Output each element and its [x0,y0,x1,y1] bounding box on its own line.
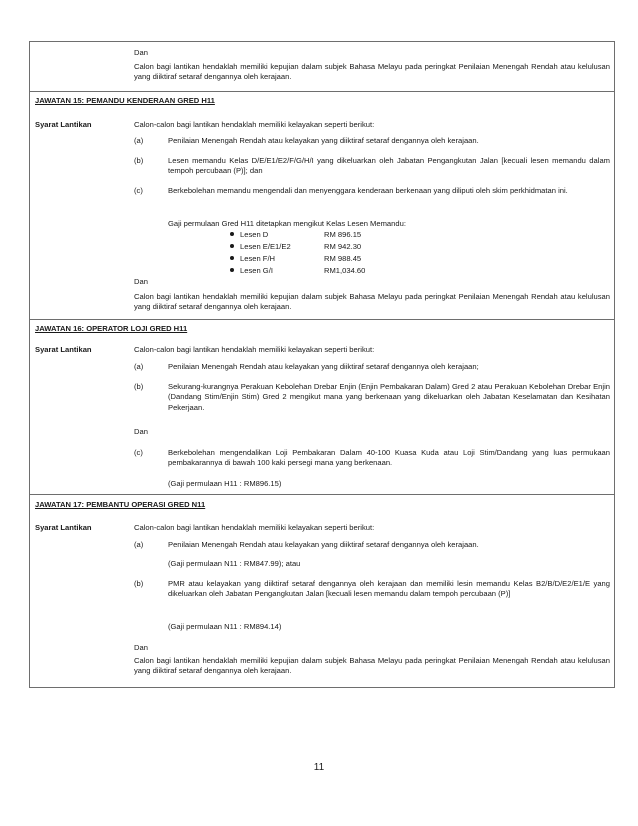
section-15-a-marker: (a) [134,136,144,145]
section-17-a-marker: (a) [134,540,144,549]
section-17-b-text: PMR atau kelayakan yang diiktiraf setaraf dengannya oleh kerajaan dan memiliki lesin memandu Kelas B2/B/D/E2/E1/E yang dikeluarkan oleh Jabatan Pengangkutan Jalan [kecuali lesen memandu dalam tempoh percubaan (P)] [168,579,610,599]
section-17-label: Syarat Lantikan [35,523,92,532]
section-16-a-marker: (a) [134,362,144,371]
license-row: Lesen D RM 896.15 [230,230,361,240]
separator [30,319,614,320]
page-number: 11 [313,762,325,773]
section-17-a-text: Penilaian Menengah Rendah atau kelayakan yang diiktiraf setaraf dengannya oleh kerajaan. [168,540,479,549]
section-16-b-text: Sekurang-kurangnya Perakuan Kebolehan Drebar Enjin (Enjin Pembakaran Dalam) Gred 2 atau Perakuan Kebolehan Drebar Enjin (Dandang Stim/Enjin Stim) Gred 2 mengikut mana yang berkenaan yang dikeluarkan oleh Jabatan Keselamatan dan Kesihatan Pekerjaan. [168,382,610,412]
section-15-b-marker: (b) [134,156,144,165]
license-row: Lesen E/E1/E2 RM 942.30 [230,242,361,252]
section-15-heading: JAWATAN 15: PEMANDU KENDERAAN GRED H11 [35,96,215,105]
section-15-label: Syarat Lantikan [35,120,92,129]
section-16-dan: Dan [134,427,148,436]
bullet-icon [230,268,234,272]
section-17-gaji-b: (Gaji permulaan N11 : RM894.14) [168,622,282,631]
document-frame [29,41,615,688]
section-16-gaji: (Gaji permulaan H11 : RM896.15) [168,479,282,488]
top-dan: Dan [134,48,148,57]
section-15-gaji-intro: Gaji permulaan Gred H11 ditetapkan mengikut Kelas Lesen Memandu: [168,219,406,228]
license-row: Lesen G/I RM1,034.60 [230,266,365,276]
section-15-intro: Calon-calon bagi lantikan hendaklah memiliki kelayakan seperti berikut: [134,120,375,129]
section-15-c-text: Berkebolehan memandu mengendali dan menyenggara kenderaan berkenaan yang diliputi oleh skim perkhidmatan ini. [168,186,568,195]
section-16-c-text: Berkebolehan mengendalikan Loji Pembakaran Dalam 40-100 Kuasa Kuda atau Loji Stim/Dandang yang luas permukaan pembakarannya di bawah 100 kaki persegi mana yang berkenaan. [168,448,610,468]
bullet-icon [230,256,234,260]
section-17-b-marker: (b) [134,579,144,588]
section-15-a-text: Penilaian Menengah Rendah atau kelayakan yang diiktiraf setaraf dengannya oleh kerajaan. [168,136,479,145]
section-16-intro: Calon-calon bagi lantikan hendaklah memiliki kelayakan seperti berikut: [134,345,375,354]
section-16-label: Syarat Lantikan [35,345,92,354]
section-17-paragraph: Calon bagi lantikan hendaklah memiliki kepujian dalam subjek Bahasa Melayu pada peringkat Penilaian Menengah Rendah atau kelulusan yang diiktiraf setaraf dengannya oleh kerajaan. [134,656,610,676]
section-17-heading: JAWATAN 17: PEMBANTU OPERASI GRED N11 [35,500,206,509]
license-row: Lesen F/H RM 988.45 [230,254,361,264]
bullet-icon [230,232,234,236]
section-15-c-marker: (c) [134,186,143,195]
section-16-c-marker: (c) [134,448,143,457]
bullet-icon [230,244,234,248]
separator [30,494,614,495]
separator [30,91,614,92]
section-16-heading: JAWATAN 16: OPERATOR LOJI GRED H11 [35,324,188,333]
section-15-paragraph: Calon bagi lantikan hendaklah memiliki kepujian dalam subjek Bahasa Melayu pada peringkat Penilaian Menengah Rendah atau kelulusan yang diiktiraf setaraf dengannya oleh kerajaan. [134,292,610,312]
section-15-dan: Dan [134,277,148,286]
section-17-gaji-a: (Gaji permulaan N11 : RM847.99); atau [168,559,301,568]
section-15-b-text: Lesen memandu Kelas D/E/E1/E2/F/G/H/I yang dikeluarkan oleh Jabatan Pengangkutan Jalan [kecuali lesen memandu dalam tempoh percubaan (P)]; dan [168,156,610,176]
section-17-dan: Dan [134,643,148,652]
section-16-b-marker: (b) [134,382,144,391]
top-paragraph: Calon bagi lantikan hendaklah memiliki kepujian dalam subjek Bahasa Melayu pada peringkat Penilaian Menengah Rendah atau kelulusan yang diiktiraf setaraf dengannya oleh kerajaan. [134,62,610,82]
section-17-intro: Calon-calon bagi lantikan hendaklah memiliki kelayakan seperti berikut: [134,523,375,532]
section-16-a-text: Penilaian Menengah Rendah atau kelayakan yang diiktiraf setaraf dengannya oleh kerajaan; [168,362,479,371]
